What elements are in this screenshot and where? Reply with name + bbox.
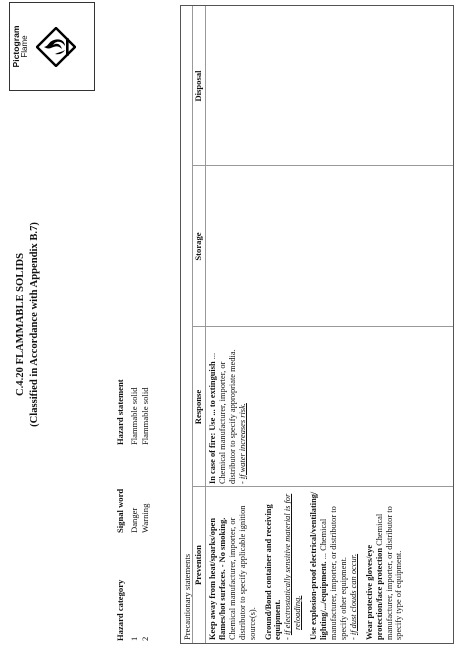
storage-column <box>192 166 453 327</box>
prevention-column <box>192 487 453 643</box>
precautionary-caption: Precautionary statements <box>182 553 192 640</box>
hazard-category-2: 2 <box>140 636 150 641</box>
response-item-1-note-line: - if water increases risk. <box>237 403 247 484</box>
response-item-1-text: ... Chemical manufacturer, importer, or distributor to specify appropriate media. <box>208 349 237 484</box>
response-item-1-bold: In case of fire: Use ... to extinguish <box>208 361 217 484</box>
signal-word-1: Danger <box>129 507 139 533</box>
response-item-1-note: if water increases risk. <box>237 403 247 480</box>
prevention-item-3 <box>309 490 359 640</box>
hazard-statement-2: Flammable solid <box>140 387 150 445</box>
prevention-item-2-bold: Ground/Bond container and receiving equipment. <box>263 504 283 640</box>
prevention-item-2-note-line: - if electrostatically sensitive material is for reloading. <box>283 493 303 640</box>
hazard-statement-1: Flammable solid <box>129 387 139 445</box>
hazard-statement-header: Hazard statement <box>115 379 125 445</box>
prevention-item-3-note-line: - if dust clouds can occur. <box>348 553 358 640</box>
prevention-item-3-bold: Use explosion-proof electrical/ventilating/ lighting/.../equipment. <box>309 491 329 640</box>
disposal-column <box>192 6 453 166</box>
prevention-header: Prevention <box>193 545 203 585</box>
disposal-header: Disposal <box>193 70 203 102</box>
precautionary-table <box>180 5 454 644</box>
prevention-item-1-text: Chemical manufacturer, importer, or distributor to specify applicable ignition source(s). <box>227 505 257 640</box>
prevention-item-4-bold: Wear protective gloves/eye protection/face protection <box>364 544 384 640</box>
prevention-item-2-note: if electrostatically sensitive material is for reloading. <box>283 493 303 636</box>
prevention-item-4-text: Chemical manufacturer, importer, or distributor to specify type of equipment. <box>374 506 404 640</box>
pictogram-name: Flame <box>20 35 30 58</box>
prevention-item-3-text: ... Chemical manufacturer, importer, or distributor to specify other equipment. <box>319 506 348 640</box>
prevention-item-3-note: if dust clouds can occur. <box>348 553 358 636</box>
flame-icon <box>36 27 76 67</box>
prevention-item-1-bold: Keep away from heat/sparks/open flames/hot surfaces. - No smoking. <box>208 517 227 640</box>
prevention-item-1 <box>208 490 258 640</box>
hazard-category-header: Hazard category <box>115 579 125 641</box>
response-item-1 <box>208 330 248 484</box>
page-subtitle: (Classified in Accordance with Appendix B.7) <box>29 222 40 427</box>
pictogram-box <box>9 2 95 91</box>
hazard-category-1: 1 <box>129 636 139 641</box>
page-title: C.4.20 FLAMMABLE SOLIDS <box>15 252 26 397</box>
pictogram-header: Pictogram <box>11 25 21 68</box>
storage-header: Storage <box>193 232 203 261</box>
signal-word-header: Signal word <box>115 488 125 533</box>
prevention-item-2 <box>264 490 304 640</box>
response-column <box>192 327 453 487</box>
response-header: Response <box>193 389 203 425</box>
prevention-item-4 <box>365 490 405 640</box>
signal-word-2: Warning <box>140 503 150 533</box>
